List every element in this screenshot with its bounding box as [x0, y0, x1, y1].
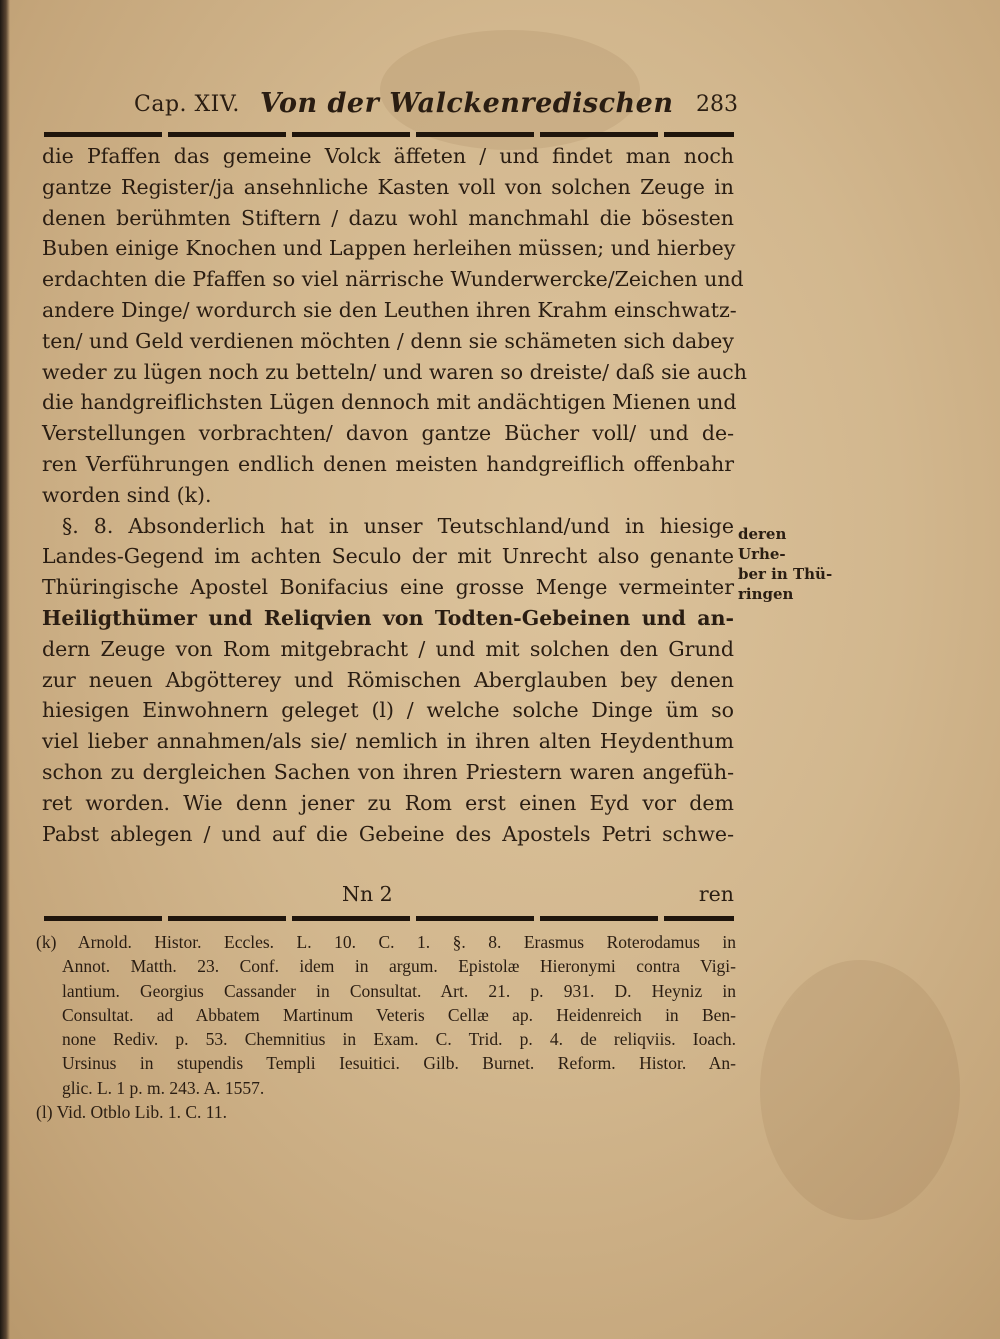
text-line: worden sind (k). [42, 482, 212, 507]
footnote-rule [44, 916, 734, 921]
footnote-line: (l) Vid. Otblo Lib. 1. C. 11. [36, 1102, 227, 1123]
text-line: gantze Register/ja ansehnliche Kasten voll von solchen Zeuge in [42, 174, 734, 199]
text-line: denen berühmten Stiftern / dazu wohl manchmahl die bösesten [42, 205, 734, 230]
signature-line [42, 882, 734, 912]
signature-mark: Nn 2 [342, 882, 393, 906]
margin-note-line: ber in Thü- [738, 565, 833, 583]
catchword: ren [698, 882, 734, 906]
text-line: viel lieber annahmen/als sie/ nemlich in ihren alten Heydenthum [42, 729, 734, 754]
footnote-line: none Rediv. p. 53. Chemnitius in Exam. C. Trid. p. 4. de reliqviis. Ioach. [62, 1029, 736, 1050]
running-header [130, 84, 736, 124]
footnote-line: Consultat. ad Abbatem Martinum Veteris Cellæ ap. Heidenreich in Ben- [62, 1004, 736, 1025]
chapter-label: Cap. XIV. [134, 92, 240, 117]
text-line: hiesigen Einwohnern geleget (l) / welche solche Dinge üm so [42, 698, 734, 723]
paper-stain [760, 960, 960, 1220]
text-line: andere Dinge/ wordurch sie den Leuthen ihren Krahm einschwatz- [42, 297, 737, 322]
main-text [42, 141, 747, 849]
footnote-line: (k) Arnold. Histor. Eccles. L. 10. C. 1. §. 8. Erasmus Roterodamus in [36, 932, 736, 952]
text-line: die handgreiflichsten Lügen dennoch mit andächtigen Mienen und [42, 390, 737, 415]
margin-note-line: ringen [738, 585, 794, 603]
text-line: Verstellungen vorbrachten/ davon gantze Bücher voll/ und de- [42, 421, 734, 446]
text-line: Landes-Gegend im achten Seculo der mit Unrecht also genante [42, 544, 734, 569]
header-rule [44, 132, 734, 137]
text-line: ren Verführungen endlich denen meisten handgreiflich offenbahr [42, 451, 734, 476]
margin-note [738, 524, 838, 604]
footnote-line: lantium. Georgius Cassander in Consultat. Art. 21. p. 931. D. Heyniz in [62, 980, 736, 1001]
section-start-line: §. 8. Absonderlich hat in unser Teutschland/und in hiesige [62, 513, 734, 538]
text-line: ret worden. Wie denn jener zu Rom erst einen Eyd vor dem [42, 790, 734, 815]
text-line: Buben einige Knochen und Lappen herleihen müssen; und hierbey [42, 236, 736, 261]
text-line: Heiligthümer und Reliqvien von Todten-Gebeinen und an- [42, 605, 734, 630]
text-line: zur neuen Abgötterey und Römischen Aberglauben bey denen [42, 667, 734, 692]
running-title: Von der Walckenredischen [260, 88, 674, 119]
text-line: dern Zeuge von Rom mitgebracht / und mit solchen den Grund [42, 636, 734, 661]
text-line: Thüringische Apostel Bonifacius eine grosse Menge vermeinter [42, 575, 734, 600]
footnote-line: Annot. Matth. 23. Conf. idem in argum. Epistolæ Hieronymi contra Vigi- [62, 956, 736, 977]
page-number: 283 [696, 92, 738, 117]
text-line: ten/ und Geld verdienen möchten / denn sie schämeten sich dabey [42, 328, 734, 353]
page-binding-edge [0, 0, 10, 1339]
text-line: schon zu dergleichen Sachen von ihren Priestern waren angefüh- [42, 759, 734, 784]
margin-note-line: deren Urhe- [738, 525, 787, 563]
text-line: Pabst ablegen / und auf die Gebeine des Apostels Petri schwe- [42, 821, 734, 846]
text-line: weder zu lügen noch zu betteln/ und waren so dreiste/ daß sie auch [42, 359, 747, 384]
text-line: die Pfaffen das gemeine Volck äffeten / und findet man noch [42, 144, 734, 168]
footnote-line: Ursinus in stupendis Templi Iesuitici. Gilb. Burnet. Reform. Histor. An- [62, 1053, 736, 1074]
footnotes [36, 930, 736, 1124]
text-line: erdachten die Pfaffen so viel närrische Wunderwercke/Zeichen und [42, 267, 744, 292]
footnote-line: glic. L. 1 p. m. 243. A. 1557. [62, 1077, 265, 1098]
